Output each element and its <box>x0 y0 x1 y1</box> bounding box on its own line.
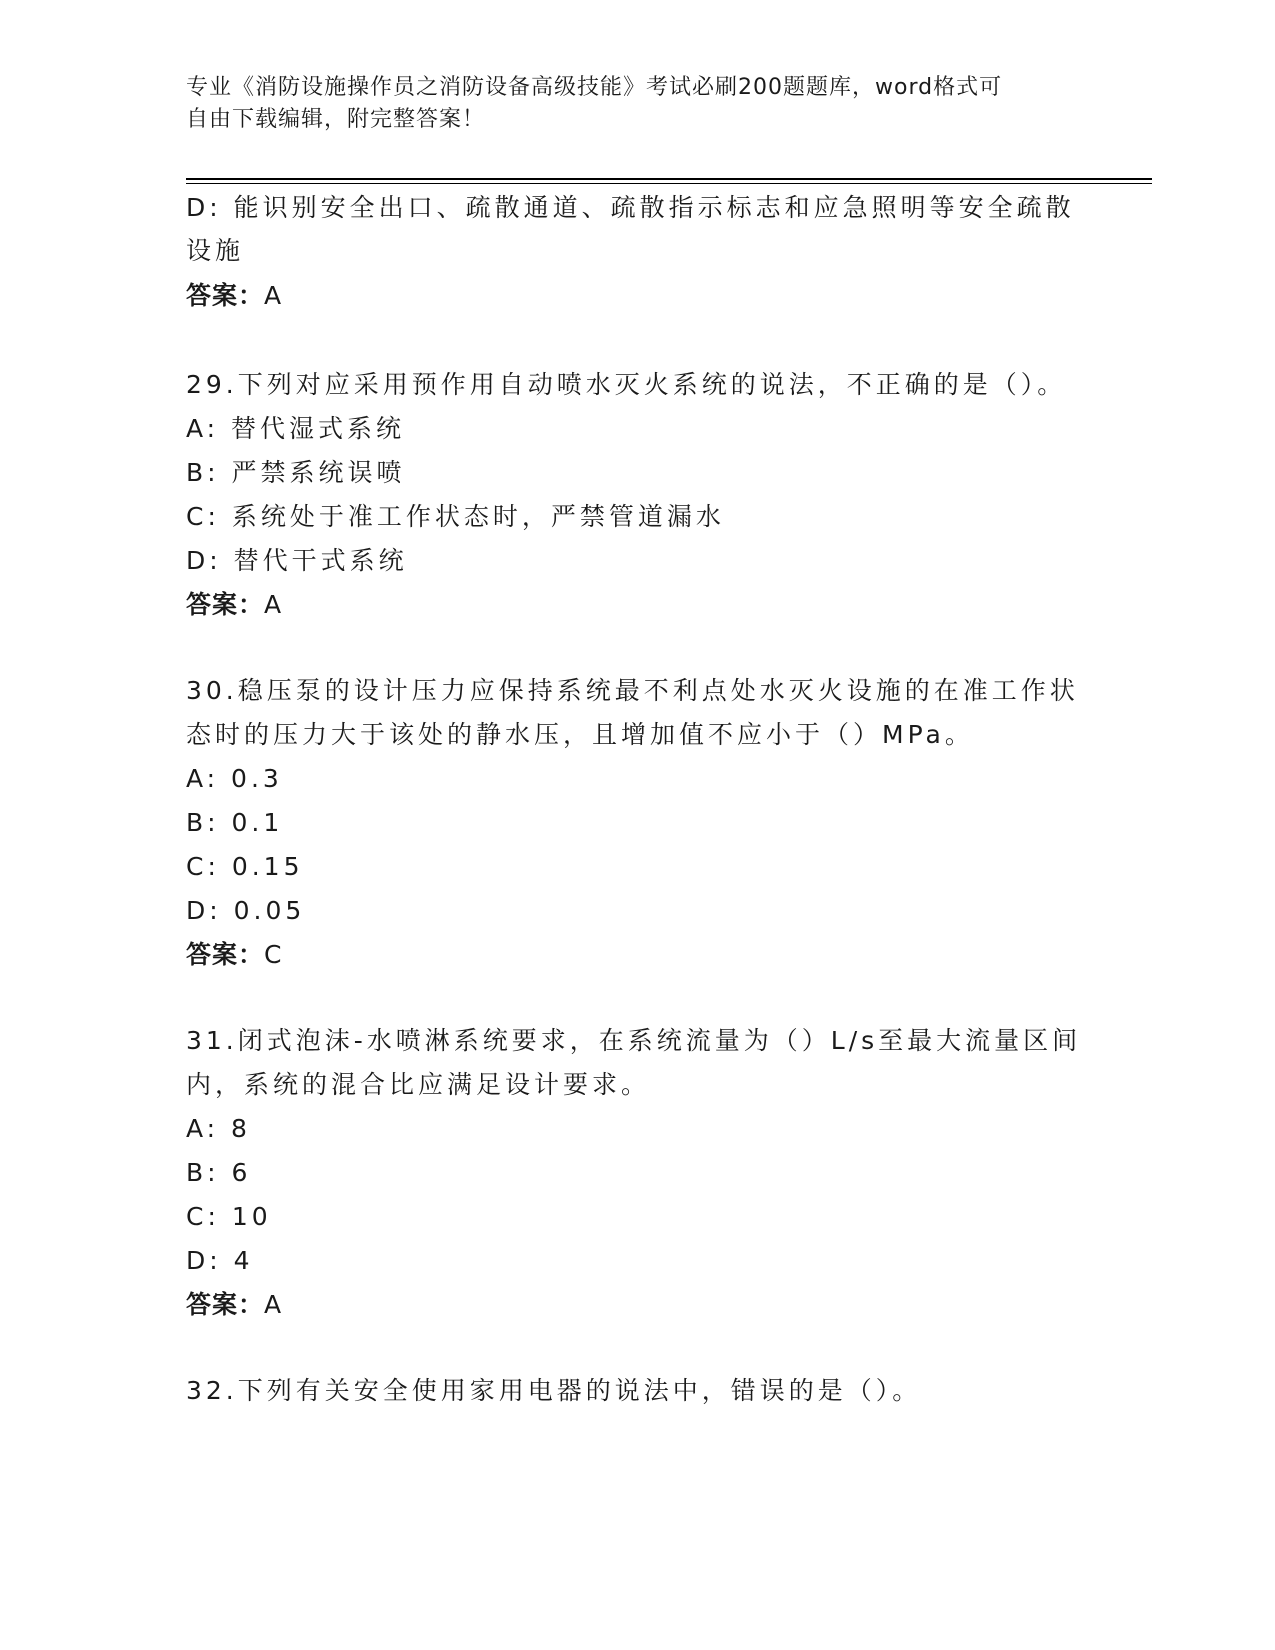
answer-label: 答案： <box>186 1290 265 1319</box>
answer-value: A <box>264 281 283 310</box>
q29-answer <box>186 590 282 620</box>
answer-label: 答案： <box>186 590 265 619</box>
q31-stem: 31.闭式泡沫-水喷淋系统要求，在系统流量为（）L/s至最大流量区间 <box>186 1026 1082 1055</box>
q31-option-c: C: 10 <box>186 1202 272 1231</box>
document-header <box>186 72 1086 136</box>
q32-stem: 32.下列有关安全使用家用电器的说法中，错误的是（）。 <box>186 1376 922 1405</box>
q31-answer <box>186 1290 282 1320</box>
q29-option-b: B: 严禁系统误喷 <box>186 458 406 487</box>
q30-stem-cont: 态时的压力大于该处的静水压，且增加值不应小于（）MPa。 <box>186 720 974 749</box>
q30-stem: 30.稳压泵的设计压力应保持系统最不利点处水灭火设施的在准工作状 <box>186 676 1079 705</box>
q29-option-c: C: 系统处于准工作状态时，严禁管道漏水 <box>186 502 725 531</box>
header-line-1: 专业《消防设施操作员之消防设备高级技能》考试必刷200题题库，word格式可 <box>186 75 1003 100</box>
q31-option-a: A: 8 <box>186 1114 251 1143</box>
header-line-2: 自由下载编辑，附完整答案！ <box>186 107 486 132</box>
answer-value: A <box>264 1290 283 1319</box>
answer-label: 答案： <box>186 281 265 310</box>
q28-option-d: D: 能识别安全出口、疏散通道、疏散指示标志和应急照明等安全疏散 <box>186 193 1075 222</box>
q30-option-c: C: 0.15 <box>186 852 304 881</box>
answer-value: C <box>264 940 283 969</box>
q31-stem-cont: 内，系统的混合比应满足设计要求。 <box>186 1070 651 1099</box>
answer-value: A <box>264 590 283 619</box>
q30-answer <box>186 940 282 970</box>
q29-stem: 29.下列对应采用预作用自动喷水灭火系统的说法，不正确的是（）。 <box>186 370 1067 399</box>
header-divider-thick <box>186 178 1152 180</box>
q28-answer <box>186 281 282 311</box>
q30-option-d: D: 0.05 <box>186 896 306 925</box>
answer-label: 答案： <box>186 940 265 969</box>
q31-option-d: D: 4 <box>186 1246 254 1275</box>
q31-option-b: B: 6 <box>186 1158 252 1187</box>
header-divider-thin <box>186 183 1152 184</box>
q29-option-d: D: 替代干式系统 <box>186 546 408 575</box>
q28-option-d-cont: 设施 <box>186 236 245 265</box>
q29-option-a: A: 替代湿式系统 <box>186 414 406 443</box>
q30-option-b: B: 0.1 <box>186 808 284 837</box>
q30-option-a: A: 0.3 <box>186 764 283 793</box>
